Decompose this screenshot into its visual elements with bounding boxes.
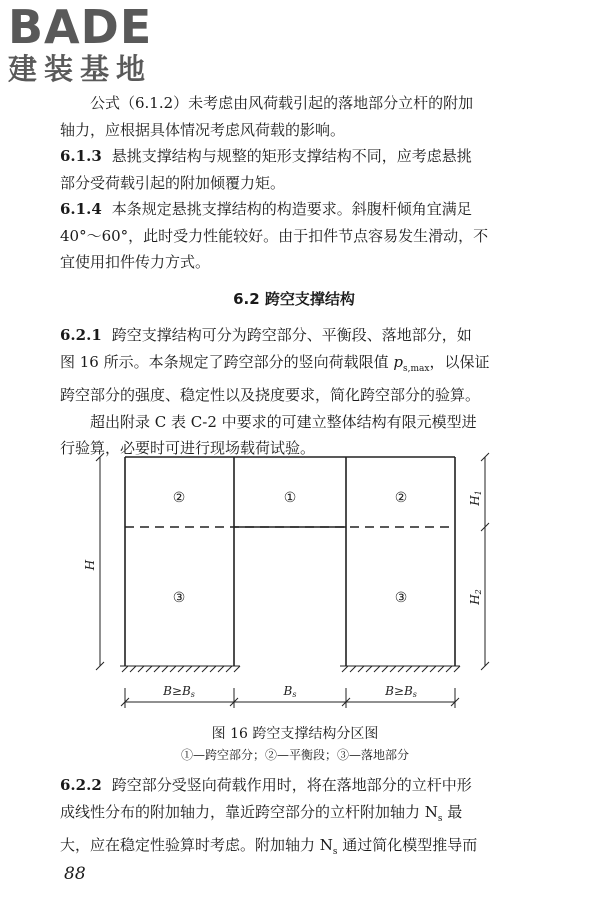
dimension-H-label: H xyxy=(83,559,97,571)
text-span: 最 xyxy=(442,802,463,821)
clause-number: 6.1.4 xyxy=(60,200,102,218)
text-line: 部分受荷载引起的附加倾覆力矩。 xyxy=(60,173,286,192)
text-span: 通过简化模型推导而 xyxy=(337,836,478,854)
text-line: 本条规定悬挑支撑结构的构造要求。斜腹杆倾角宜满足 xyxy=(111,200,472,218)
dimension-H1-label: H1 xyxy=(468,490,483,506)
symbol-subscript: s xyxy=(332,847,338,857)
body-text-top xyxy=(60,90,528,462)
text-line: 跨空部分的强度、稳定性以及挠度要求，简化跨空部分的验算。 xyxy=(60,386,481,404)
text-line-with-symbol xyxy=(60,349,528,383)
logo-subtitle: 建装基地 xyxy=(8,52,153,86)
text-line: 跨空部分受竖向荷载作用时，将在落地部分的立杆中形 xyxy=(111,776,472,794)
zone-2-right-label: ② xyxy=(394,490,408,506)
clause-6-2-1 xyxy=(60,322,528,349)
text-line: 悬挑支撑结构与规整的矩形支撑结构不同，应考虑悬挑 xyxy=(111,147,472,165)
dimension-H1-H2 xyxy=(481,453,489,670)
text-line-with-symbol xyxy=(60,832,528,866)
text-line: 行验算，必要时可进行现场载荷试验。 xyxy=(60,439,316,457)
dimension-H2-label: H2 xyxy=(468,589,483,605)
ground-left xyxy=(120,666,240,672)
text-span: ，以保证 xyxy=(429,352,490,371)
clause-number: 6.2.1 xyxy=(60,326,102,344)
figure-legend: ①—跨空部分；②—平衡段；③—落地部分 xyxy=(180,748,409,762)
text-span: 成线性分布的附加轴力，靠近跨空部分的立杆附加轴力 N xyxy=(60,802,438,821)
clause-number: 6.2.2 xyxy=(60,776,102,794)
text-line: 轴力，应根据具体情况考虑风荷载的影响。 xyxy=(60,120,346,139)
figure-caption: 图 16 跨空支撑结构分区图 xyxy=(211,726,379,742)
dimension-left-label: B≥Bs xyxy=(163,684,195,699)
text-span: 大，应在稳定性验算时考虑。附加轴力 N xyxy=(60,836,333,854)
figure-16-diagram xyxy=(60,452,530,722)
text-span: 图 16 所示。本条规定了跨空部分的竖向荷载限值 xyxy=(60,352,394,371)
logo-brand-text: BADE xyxy=(8,0,153,54)
text-line-with-symbol xyxy=(60,799,528,833)
dimension-H xyxy=(96,453,104,670)
zone-3-left-label: ③ xyxy=(172,590,186,606)
clause-6-1-3 xyxy=(60,143,528,170)
page-number: 88 xyxy=(64,864,86,884)
dimension-mid-label: Bs xyxy=(283,684,297,699)
section-title: 6.2 跨空支撑结构 xyxy=(233,289,355,308)
text-line: 跨空支撑结构可分为跨空部分、平衡段、落地部分，如 xyxy=(111,326,472,344)
text-line: 宜使用扣件传力方式。 xyxy=(60,253,211,271)
text-line: 公式（6.1.2）未考虑由风荷载引起的落地部分立杆的附加 xyxy=(90,94,474,112)
symbol-p: p xyxy=(393,352,404,371)
symbol-subscript: s xyxy=(437,813,443,824)
ground-right xyxy=(340,666,460,672)
dimension-right-label: B≥Bs xyxy=(385,684,417,699)
clause-number: 6.1.3 xyxy=(60,147,102,165)
zone-3-right-label: ③ xyxy=(394,590,408,606)
zone-2-left-label: ② xyxy=(172,490,186,506)
symbol-subscript: s,max xyxy=(403,363,430,374)
body-text-bottom xyxy=(60,772,528,866)
clause-6-2-2 xyxy=(60,772,528,799)
brand-logo xyxy=(8,0,178,90)
zone-1-label: ① xyxy=(283,490,297,506)
text-line: 40°～60°，此时受力性能较好。由于扣件节点容易发生滑动，不 xyxy=(60,226,489,245)
text-line: 超出附录 C 表 C-2 中要求的可建立整体结构有限元模型进 xyxy=(90,412,477,431)
clause-6-1-4 xyxy=(60,196,528,223)
